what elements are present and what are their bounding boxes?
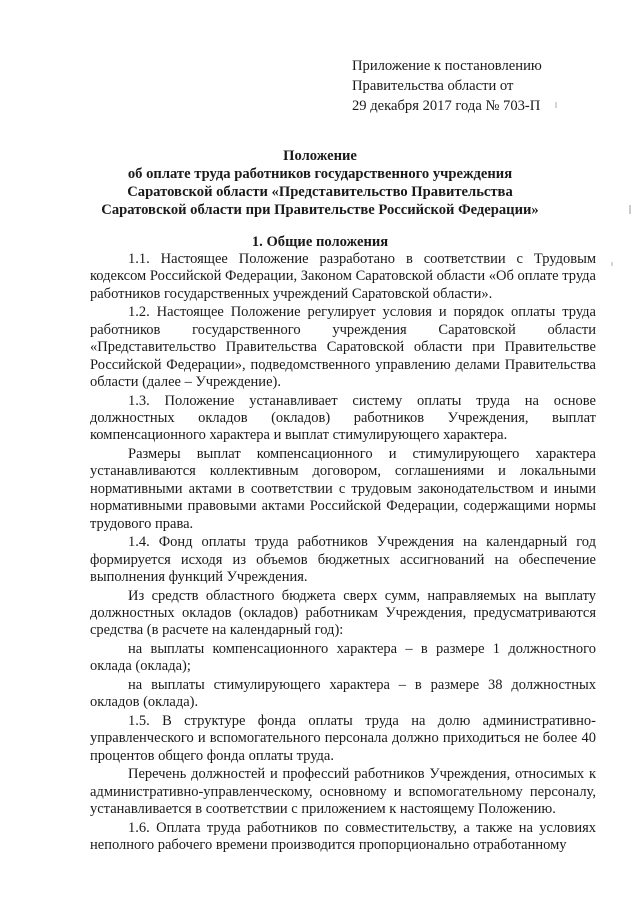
paragraph: Из средств областного бюджета сверх сумм, направляемых на выплату должностных окладов (окладов) работникам Учреждения, предусматриваются средства (в расчете на календарный год): [90, 587, 596, 639]
paragraph: 1.4. Фонд оплаты труда работников Учреждения на календарный год формируется исходя из объемов бюджетных ассигнований на обеспечение выполнения функций Учреждения. [90, 534, 596, 586]
paragraph: на выплаты компенсационного характера – в размере 1 должностного оклада (оклада); [90, 641, 596, 675]
title-line-4: Саратовской области при Правительстве Российской Федерации» [101, 202, 539, 218]
paragraph: 1.3. Положение устанавливает систему оплаты труда на основе должностных окладов (окладов) работников Учреждения, выплат компенсационного характера и выплат стимулирующего характера. [90, 392, 596, 444]
paragraph: Размеры выплат компенсационного и стимулирующего характера устанавливаются коллективным договором, соглашениями и локальными нормативными актами в соответствии с трудовым законодательством и иными нормативными правовыми актами Российской Федерации, содержащими нормы трудового права. [90, 446, 596, 532]
paragraph: 1.1. Настоящее Положение разработано в соответствии с Трудовым кодексом Российской Федерации, Законом Саратовской области «Об оплате труда работников государственных учреждений Саратовской области». [90, 251, 596, 302]
title-line-1: Положение [283, 148, 357, 164]
appendix-line-1: Приложение к постановлению [352, 58, 542, 74]
section-heading: 1. Общие положения [251, 234, 389, 250]
paragraph: 1.2. Настоящее Положение регулирует условия и порядок оплаты труда работников государственного учреждения Саратовской области «Представительство Правительства Саратовской области при Правительстве Российской Федерации», подведомственного управлению делами Правительства области (далее – Учреждение). [90, 304, 596, 391]
paragraph: на выплаты стимулирующего характера – в размере 38 должностных окладов (оклада). [90, 677, 596, 711]
title-line-2: об оплате труда работников государственного учреждения [127, 166, 513, 182]
paragraph: 1.6. Оплата труда работников по совместительству, а также на условиях неполного рабочего времени производится пропорционально отработанному [90, 819, 596, 854]
appendix-line-3: 29 декабря 2017 года № 703-П [352, 98, 541, 114]
appendix-line-2: Правительства области от [352, 78, 514, 94]
title-line-3: Саратовской области «Представительство Правительства [127, 184, 513, 200]
paragraph: 1.5. В структуре фонда оплаты труда на долю административно-управленческого и вспомогательного персонала должно приходиться не более 40 процентов общего фонда оплаты труда. [90, 713, 596, 764]
paragraph: Перечень должностей и профессий работников Учреждения, относимых к административно-управленческому, основному и вспомогательному персоналу, устанавливается в соответствии с приложением к настоящему Положению. [90, 766, 596, 818]
